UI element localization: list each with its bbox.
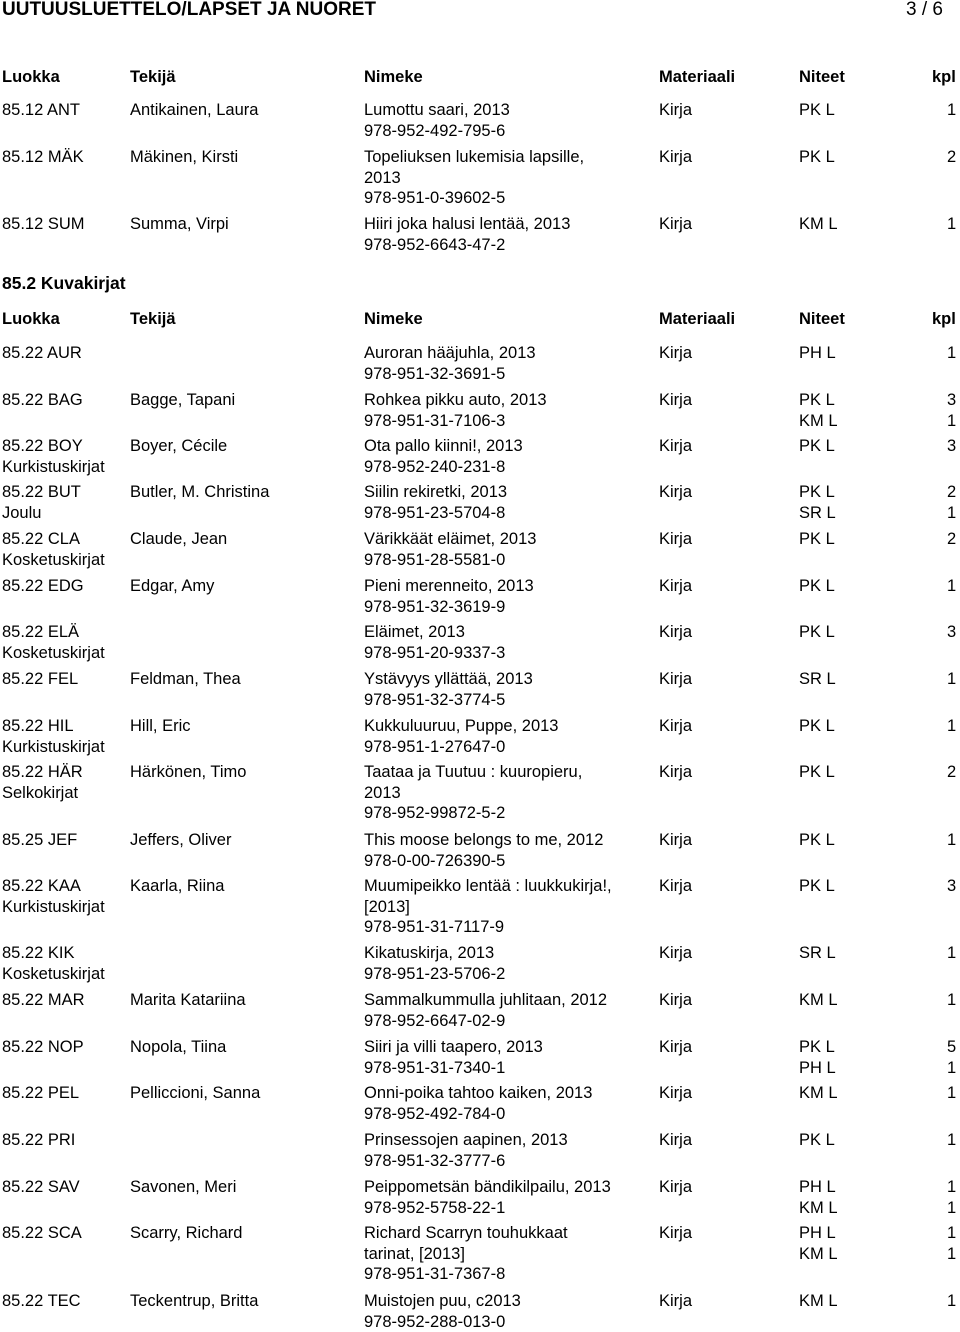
item-count: 3 bbox=[947, 622, 956, 643]
item-isbn: 978-951-20-9337-3 bbox=[364, 643, 505, 664]
item-class: 85.22 CLA bbox=[2, 529, 80, 550]
item-count: 1 bbox=[947, 1223, 956, 1244]
item-count: 1 bbox=[947, 716, 956, 737]
item-class: 85.22 BOY bbox=[2, 436, 83, 457]
item-title: Rohkea pikku auto, 2013 bbox=[364, 390, 547, 411]
item-class: 85.22 ELÄ bbox=[2, 622, 79, 643]
item-title: Kukkuluuruu, Puppe, 2013 bbox=[364, 716, 558, 737]
item-isbn: 978-952-99872-5-2 bbox=[364, 803, 505, 824]
item-material: Kirja bbox=[659, 622, 692, 643]
item-subclass: Joulu bbox=[2, 503, 41, 524]
col-materiaali: Materiaali bbox=[659, 309, 735, 330]
item-count: 1 bbox=[947, 576, 956, 597]
item-class: 85.12 MÄK bbox=[2, 147, 84, 168]
item-title: Peippometsän bändikilpailu, 2013 bbox=[364, 1177, 611, 1198]
item-author: Kaarla, Riina bbox=[130, 876, 224, 897]
item-isbn: 978-951-23-5704-8 bbox=[364, 503, 505, 524]
item-holdings: KM L bbox=[799, 1083, 838, 1104]
item-holdings-2: KM L bbox=[799, 411, 838, 432]
col-kpl: kpl bbox=[932, 67, 956, 88]
item-count: 2 bbox=[947, 529, 956, 550]
col-nimeke: Nimeke bbox=[364, 309, 423, 330]
item-isbn: 978-951-23-5706-2 bbox=[364, 964, 505, 985]
item-material: Kirja bbox=[659, 482, 692, 503]
item-holdings: PK L bbox=[799, 147, 835, 168]
item-title: Siilin rekiretki, 2013 bbox=[364, 482, 507, 503]
item-author: Edgar, Amy bbox=[130, 576, 214, 597]
item-author: Savonen, Meri bbox=[130, 1177, 236, 1198]
item-isbn: 978-951-28-5581-0 bbox=[364, 550, 505, 571]
item-isbn: 978-951-32-3691-5 bbox=[364, 364, 505, 385]
item-holdings: PK L bbox=[799, 876, 835, 897]
item-material: Kirja bbox=[659, 100, 692, 121]
item-holdings: KM L bbox=[799, 1291, 838, 1312]
item-count: 1 bbox=[947, 669, 956, 690]
item-holdings: PK L bbox=[799, 622, 835, 643]
item-author: Boyer, Cécile bbox=[130, 436, 227, 457]
item-title: Sammalkummulla juhlitaan, 2012 bbox=[364, 990, 607, 1011]
item-class: 85.22 PRI bbox=[2, 1130, 75, 1151]
item-author: Mäkinen, Kirsti bbox=[130, 147, 238, 168]
item-count: 1 bbox=[947, 990, 956, 1011]
item-count-2: 1 bbox=[947, 1058, 956, 1079]
item-count: 5 bbox=[947, 1037, 956, 1058]
item-isbn: 978-952-240-231-8 bbox=[364, 457, 505, 478]
item-holdings: PK L bbox=[799, 390, 835, 411]
item-title: Hiiri joka halusi lentää, 2013 bbox=[364, 214, 570, 235]
item-subclass: Kurkistuskirjat bbox=[2, 737, 105, 758]
item-holdings: PH L bbox=[799, 1177, 836, 1198]
item-count-2: 1 bbox=[947, 1244, 956, 1265]
page-title: UUTUUSLUETTELO/LAPSET JA NUORET bbox=[2, 0, 376, 21]
item-isbn: 978-952-5758-22-1 bbox=[364, 1198, 505, 1219]
item-material: Kirja bbox=[659, 214, 692, 235]
item-holdings: PH L bbox=[799, 1223, 836, 1244]
item-count: 1 bbox=[947, 830, 956, 851]
item-holdings-2: KM L bbox=[799, 1244, 838, 1265]
item-author: Bagge, Tapani bbox=[130, 390, 235, 411]
item-author: Pelliccioni, Sanna bbox=[130, 1083, 260, 1104]
item-title-cont: [2013] bbox=[364, 897, 410, 918]
item-material: Kirja bbox=[659, 1083, 692, 1104]
item-holdings-2: KM L bbox=[799, 1198, 838, 1219]
item-subclass: Kosketuskirjat bbox=[2, 643, 105, 664]
item-title: Eläimet, 2013 bbox=[364, 622, 465, 643]
item-holdings: PK L bbox=[799, 1037, 835, 1058]
item-title: Ystävyys yllättää, 2013 bbox=[364, 669, 533, 690]
col-nimeke: Nimeke bbox=[364, 67, 423, 88]
item-holdings: SR L bbox=[799, 669, 836, 690]
item-class: 85.22 SCA bbox=[2, 1223, 82, 1244]
item-count: 1 bbox=[947, 343, 956, 364]
item-material: Kirja bbox=[659, 943, 692, 964]
item-material: Kirja bbox=[659, 529, 692, 550]
item-holdings: PK L bbox=[799, 762, 835, 783]
item-title: Muistojen puu, c2013 bbox=[364, 1291, 521, 1312]
item-holdings: PK L bbox=[799, 436, 835, 457]
section-heading: 85.2 Kuvakirjat bbox=[2, 273, 126, 294]
item-count: 2 bbox=[947, 482, 956, 503]
page-number: 3 / 6 bbox=[906, 0, 943, 21]
item-count: 1 bbox=[947, 943, 956, 964]
item-isbn: 978-951-1-27647-0 bbox=[364, 737, 505, 758]
item-count: 1 bbox=[947, 214, 956, 235]
item-holdings: PK L bbox=[799, 482, 835, 503]
item-count: 1 bbox=[947, 1083, 956, 1104]
item-class: 85.25 JEF bbox=[2, 830, 77, 851]
item-isbn: 978-951-31-7367-8 bbox=[364, 1264, 505, 1285]
item-title: Richard Scarryn touhukkaat bbox=[364, 1223, 568, 1244]
item-author: Scarry, Richard bbox=[130, 1223, 242, 1244]
item-isbn: 978-951-32-3619-9 bbox=[364, 597, 505, 618]
item-author: Härkönen, Timo bbox=[130, 762, 246, 783]
item-subclass: Kurkistuskirjat bbox=[2, 457, 105, 478]
item-holdings: KM L bbox=[799, 990, 838, 1011]
col-niteet: Niteet bbox=[799, 67, 845, 88]
item-holdings: PK L bbox=[799, 100, 835, 121]
item-material: Kirja bbox=[659, 762, 692, 783]
item-count-2: 1 bbox=[947, 503, 956, 524]
item-material: Kirja bbox=[659, 1223, 692, 1244]
item-subclass: Kurkistuskirjat bbox=[2, 897, 105, 918]
item-material: Kirja bbox=[659, 1291, 692, 1312]
item-author: Jeffers, Oliver bbox=[130, 830, 231, 851]
item-material: Kirja bbox=[659, 1130, 692, 1151]
item-count: 2 bbox=[947, 147, 956, 168]
item-material: Kirja bbox=[659, 390, 692, 411]
item-count: 1 bbox=[947, 1177, 956, 1198]
item-count: 1 bbox=[947, 1291, 956, 1312]
item-class: 85.22 FEL bbox=[2, 669, 78, 690]
col-materiaali: Materiaali bbox=[659, 67, 735, 88]
item-isbn: 978-951-0-39602-5 bbox=[364, 188, 505, 209]
col-tekija: Tekijä bbox=[130, 309, 176, 330]
item-holdings-2: SR L bbox=[799, 503, 836, 524]
item-holdings: PH L bbox=[799, 343, 836, 364]
item-class: 85.22 NOP bbox=[2, 1037, 84, 1058]
item-title: Auroran hääjuhla, 2013 bbox=[364, 343, 536, 364]
item-isbn: 978-951-31-7340-1 bbox=[364, 1058, 505, 1079]
item-title: This moose belongs to me, 2012 bbox=[364, 830, 603, 851]
item-title-cont: 2013 bbox=[364, 168, 401, 189]
item-isbn: 978-952-492-795-6 bbox=[364, 121, 505, 142]
item-holdings: PK L bbox=[799, 576, 835, 597]
item-class: 85.22 SAV bbox=[2, 1177, 80, 1198]
item-isbn: 978-951-32-3774-5 bbox=[364, 690, 505, 711]
item-holdings: KM L bbox=[799, 214, 838, 235]
item-material: Kirja bbox=[659, 876, 692, 897]
item-class: 85.22 BAG bbox=[2, 390, 83, 411]
item-author: Hill, Eric bbox=[130, 716, 191, 737]
item-material: Kirja bbox=[659, 669, 692, 690]
item-material: Kirja bbox=[659, 716, 692, 737]
item-isbn: 978-951-32-3777-6 bbox=[364, 1151, 505, 1172]
item-material: Kirja bbox=[659, 147, 692, 168]
col-niteet: Niteet bbox=[799, 309, 845, 330]
item-class: 85.12 ANT bbox=[2, 100, 80, 121]
item-holdings: PK L bbox=[799, 716, 835, 737]
item-holdings: PK L bbox=[799, 830, 835, 851]
item-title: Taataa ja Tuutuu : kuuropieru, bbox=[364, 762, 582, 783]
item-title: Ota pallo kiinni!, 2013 bbox=[364, 436, 523, 457]
item-title-cont: 2013 bbox=[364, 783, 401, 804]
item-class: 85.22 PEL bbox=[2, 1083, 79, 1104]
item-author: Teckentrup, Britta bbox=[130, 1291, 258, 1312]
item-author: Summa, Virpi bbox=[130, 214, 229, 235]
item-title: Topeliuksen lukemisia lapsille, bbox=[364, 147, 584, 168]
item-count: 3 bbox=[947, 876, 956, 897]
item-class: 85.22 HIL bbox=[2, 716, 74, 737]
item-title-cont: tarinat, [2013] bbox=[364, 1244, 465, 1265]
item-isbn: 978-951-31-7117-9 bbox=[364, 917, 504, 938]
item-class: 85.22 TEC bbox=[2, 1291, 81, 1312]
item-class: 85.22 MAR bbox=[2, 990, 85, 1011]
col-luokka: Luokka bbox=[2, 309, 60, 330]
col-kpl: kpl bbox=[932, 309, 956, 330]
item-isbn: 978-0-00-726390-5 bbox=[364, 851, 505, 872]
item-author: Antikainen, Laura bbox=[130, 100, 258, 121]
item-title: Muumipeikko lentää : luukkukirja!, bbox=[364, 876, 612, 897]
item-material: Kirja bbox=[659, 1177, 692, 1198]
item-holdings: PK L bbox=[799, 1130, 835, 1151]
item-class: 85.22 AUR bbox=[2, 343, 82, 364]
item-isbn: 978-952-6643-47-2 bbox=[364, 235, 505, 256]
item-material: Kirja bbox=[659, 436, 692, 457]
item-class: 85.22 HÄR bbox=[2, 762, 83, 783]
item-material: Kirja bbox=[659, 1037, 692, 1058]
item-count-2: 1 bbox=[947, 411, 956, 432]
item-holdings: PK L bbox=[799, 529, 835, 550]
col-luokka: Luokka bbox=[2, 67, 60, 88]
item-holdings-2: PH L bbox=[799, 1058, 836, 1079]
item-title: Värikkäät eläimet, 2013 bbox=[364, 529, 536, 550]
item-count-2: 1 bbox=[947, 1198, 956, 1219]
col-tekija: Tekijä bbox=[130, 67, 176, 88]
item-count: 3 bbox=[947, 390, 956, 411]
item-class: 85.22 BUT bbox=[2, 482, 81, 503]
item-title: Onni-poika tahtoo kaiken, 2013 bbox=[364, 1083, 592, 1104]
column-header-row-2 bbox=[0, 309, 960, 331]
item-author: Marita Katariina bbox=[130, 990, 246, 1011]
item-subclass: Selkokirjat bbox=[2, 783, 78, 804]
item-count: 1 bbox=[947, 100, 956, 121]
item-title: Lumottu saari, 2013 bbox=[364, 100, 510, 121]
item-material: Kirja bbox=[659, 990, 692, 1011]
item-count: 2 bbox=[947, 762, 956, 783]
item-title: Prinsessojen aapinen, 2013 bbox=[364, 1130, 568, 1151]
item-class: 85.22 KIK bbox=[2, 943, 74, 964]
item-isbn: 978-951-31-7106-3 bbox=[364, 411, 505, 432]
item-title: Siiri ja villi taapero, 2013 bbox=[364, 1037, 543, 1058]
item-isbn: 978-952-6647-02-9 bbox=[364, 1011, 505, 1032]
item-subclass: Kosketuskirjat bbox=[2, 964, 105, 985]
item-material: Kirja bbox=[659, 830, 692, 851]
column-header-row bbox=[0, 67, 960, 89]
item-material: Kirja bbox=[659, 343, 692, 364]
item-author: Feldman, Thea bbox=[130, 669, 241, 690]
item-holdings: SR L bbox=[799, 943, 836, 964]
item-class: 85.12 SUM bbox=[2, 214, 85, 235]
item-class: 85.22 KAA bbox=[2, 876, 81, 897]
item-title: Pieni merenneito, 2013 bbox=[364, 576, 534, 597]
item-isbn: 978-952-288-013-0 bbox=[364, 1312, 505, 1332]
item-title: Kikatuskirja, 2013 bbox=[364, 943, 494, 964]
item-author: Nopola, Tiina bbox=[130, 1037, 226, 1058]
item-author: Butler, M. Christina bbox=[130, 482, 269, 503]
item-author: Claude, Jean bbox=[130, 529, 227, 550]
item-count: 3 bbox=[947, 436, 956, 457]
item-count: 1 bbox=[947, 1130, 956, 1151]
item-class: 85.22 EDG bbox=[2, 576, 84, 597]
item-material: Kirja bbox=[659, 576, 692, 597]
item-subclass: Kosketuskirjat bbox=[2, 550, 105, 571]
item-isbn: 978-952-492-784-0 bbox=[364, 1104, 505, 1125]
